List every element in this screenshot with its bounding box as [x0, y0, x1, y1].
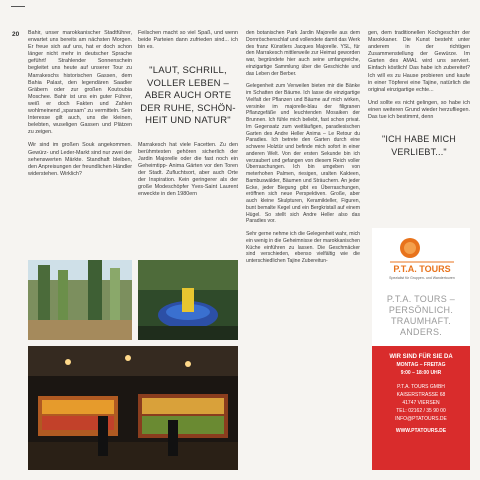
pta-tours-logo [380, 234, 464, 280]
photo-blue-fountain [138, 260, 238, 340]
hours-time: 9:00 – 18:00 UHR [400, 370, 442, 376]
paragraph: Und sollte es nicht gelingen, so habe ich einen weiteren Grund wieder herzufliegen. Das tue ich bestimmt, denn [368, 99, 470, 121]
page-number: 20 [12, 31, 20, 38]
ad-website[interactable]: WWW.PTATOURS.DE [395, 428, 447, 434]
paragraph: den botanischen Park Jardin Majorelle aus dem Dornröschenschlaf und vollendete damit das Werk des franz Künstlers Jacques Majorelle. YSL, für den Marrakesch mittlerweile zur Heimat geworden war, begründete hier auch seine umfangreiche, einzigartige Sammlung über die Geschichte und das Leben der Berber. [246, 30, 360, 77]
svg-text:Spezialist für Gruppen- und Wa: Spezialist für Gruppen- und Wandertouren [389, 276, 455, 280]
paragraph: Marrakesch hat viele Facetten. Zu den berühmtesten gehören sicherlich der Jardin Majorelle oder die fast noch ein Geheimtipp- Anima Gärten vor den Toren der Stadt. Zufluchtsort, aber auch Orte der Inspiration. Kein geringerer als der große Modeschöpfer Yves-Saint Laurent erweckte in den 1980ern [138, 141, 238, 198]
paragraph: Sehr gerne nehme ich die Gelegenheit wahr, mich ein wenig in die Geheimnisse der marokkanischen Küche einführen zu lassen. Die Geschmäcker sind verschieden, ebenso vielfältig wie die unterschiedlichen Tajine Zubereitun- [246, 231, 360, 264]
ad-contact-panel [372, 346, 470, 470]
paragraph: gen, dem traditionellen Kochgeschirr der Marokkaner. Die Kunst besteht unter anderem in der richtigen Zusammenstellung der Gewürze. Im Garten des AMAL wird uns serviert. Einfach köstlich! Das habe ich zubereitet? Ich will es zu Hause probieren und kaufe in einer Töpferei eine Tajine, natürlich die original einzigartige echte... [368, 30, 470, 93]
pull-quote: "LAUT, SCHRILL, VOLLER LEBEN – ABER AUCH ORTE DER RUHE, SCHÖN- HEIT UND NATUR" [140, 65, 236, 127]
svg-text:P.T.A. TOURS: P.T.A. TOURS [393, 264, 451, 274]
ad-address: P.T.A. TOURS GMBH KAISERSTRASSE 68 41747 VIERSEN TEL: 02162 / 35 90 00 INFO@PTATOURS.DE [395, 384, 447, 422]
advertisement-pta-tours [372, 228, 470, 470]
article-column-4 [368, 30, 470, 158]
top-rule [11, 6, 25, 7]
photo-cactus-garden [28, 260, 132, 340]
article-column-2 [138, 30, 238, 205]
article-column-3 [246, 30, 360, 271]
ad-slogan: P.T.A. TOURS – PERSÖNLICH. TRAUMHAFT. ANDERS. [386, 294, 456, 337]
article-column-1 [28, 30, 132, 184]
hours-days: MONTAG – FREITAG [396, 362, 446, 368]
pull-quote: "ICH HABE MICH VERLIEBT..." [381, 134, 456, 157]
paragraph: Feilschen macht so viel Spaß, und wenn beide Parteien dann zufrieden sind... ich bin es. [138, 30, 238, 51]
paragraph: Wir sind im großen Souk angekommen. Gewürz- und Leder-Markt sind nur zwei der sehenswerten Märkte. Standhaft bleiben, den Anpreisungen der freundlichen Händler widerstehen. Wirklich? [28, 142, 132, 177]
paragraph: Gelegenheit zum Verweilen bieten mir die Bänke im Schatten der Bäume. Ich lasse die einzigartige Vielfalt der Pflanzen und Bäume auf mich wirken, versinke im majorelle-blau der filigranen Pflanzgefäße und leuchtenden Mosaiken der Brunnen. Ich fühle mich beliebt, fast schon privat. Im Gegensatz zum weitläufigen, paradiesischen Garten des Andre Heller Anima – Le Retour du Paradies. Ich betrete den Garten durch eine schwere Holztür und befinde mich sofort in einer anderen Welt. Von der ersten Sekunde bin ich verzaubert und gefangen von diesem Reich voller Überraschungen. Ich bin umgeben von meterhohen Palmen, riesigen, uralten Kakteen, Bambuswälder, Bäumen und Sträuchern. An jeder Ecke, jeder Biegung gibt es Überraschungen, eröffnen sich neue Perspektiven. Große, aber auch kleine Skulpturen, Keramikteller, Figuren, bunt bemalte Kegel und ein Bergkristall auf einem Hügel. So stellt sich Andre Heller also das Paradies vor. [246, 83, 360, 225]
paragraph: Bahir, unser marokkanischer Stadtführer, erwartet uns bereits am nächsten Morgen. Er freue sich auf uns, hat er doch schon länger nicht mehr in deutscher Sprache geführt! Strahlender Sonnenschein begleitet uns heute auf unserer Tour zu Marrakeschs historischen Gassen, dem Bahia Palast, den legendären Saadier Gräbern oder zur großen Koutoubia Moschee. Bahir ist uns ein guter Führer, weiß er doch Fakten und Zahlen wohlmeinend „sparsam“ zu vermitteln. Sein Interesse gilt auch, uns die kleinen, belebten, wuseligen Gassen und Plätzen zu zeigen. [28, 30, 132, 136]
hours-title: WIR SIND FÜR SIE DA [389, 354, 453, 360]
photo-market-stalls [28, 346, 238, 470]
